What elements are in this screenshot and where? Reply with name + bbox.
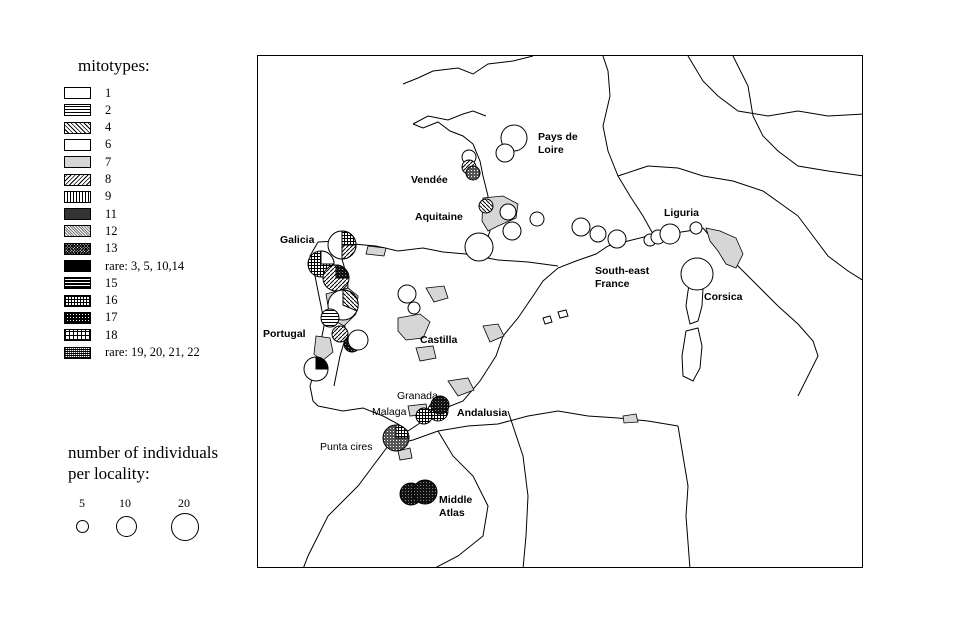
pie-slice-galicia-1b — [342, 245, 356, 259]
legend-swatch — [64, 260, 91, 272]
legend-label: 17 — [105, 310, 118, 325]
locality-aquitaine-4 — [503, 222, 521, 240]
legend-title: mitotypes: — [78, 56, 150, 75]
legend-item — [64, 311, 118, 325]
size-label-20: 20 — [178, 496, 190, 510]
legend-label: 16 — [105, 293, 118, 308]
legend-swatch — [64, 329, 91, 341]
count-legend-title — [68, 442, 218, 484]
legend-item — [64, 173, 111, 187]
legend-item — [64, 138, 111, 152]
pie-slice-galicia-1a — [342, 231, 356, 245]
legend-swatch — [64, 225, 91, 237]
label-galicia: Galicia — [280, 234, 315, 246]
legend-label: 2 — [105, 102, 112, 117]
count-legend-title-line1: number of individuals — [68, 443, 219, 462]
legend-swatch — [64, 295, 91, 307]
pie-slice-punta-cires-a — [396, 425, 409, 438]
legend-label: 12 — [105, 223, 118, 238]
legend-swatch — [64, 312, 91, 324]
legend-item — [64, 155, 111, 169]
locality-se-france-1 — [572, 218, 590, 236]
legend-label: 11 — [105, 206, 118, 221]
legend-item — [64, 259, 184, 273]
label-corsica: Corsica — [704, 291, 743, 303]
locality-aquitaine-2 — [500, 204, 516, 220]
label-middle-atlas: Middle Atlas — [439, 494, 473, 519]
legend-label: 4 — [105, 120, 112, 135]
pie-slice-galicia-3a — [336, 265, 349, 278]
label-andalusia: Andalusia — [457, 407, 508, 419]
label-liguria: Liguria — [664, 207, 700, 219]
legend-item — [64, 86, 111, 100]
legend-label: 7 — [105, 154, 112, 169]
locality-portugal-5 — [348, 330, 368, 350]
locality-aquitaine-1 — [479, 199, 493, 213]
label-granada: Granada — [397, 390, 438, 402]
locality-aquitaine-5 — [465, 233, 493, 261]
locality-middle-atlas-2 — [413, 480, 437, 504]
legend-swatch — [64, 191, 91, 203]
locality-liguria-3 — [660, 224, 680, 244]
legend-item — [64, 224, 118, 238]
legend-label: 1 — [105, 85, 112, 100]
label-castilla: Castilla — [420, 334, 458, 346]
label-portugal: Portugal — [263, 328, 306, 340]
legend-item — [64, 294, 118, 308]
legend-item — [64, 121, 111, 135]
locality-se-france-2 — [590, 226, 606, 242]
legend-swatch — [64, 104, 91, 116]
legend-label: 15 — [105, 275, 118, 290]
label-malaga: Malaga — [372, 406, 407, 418]
pie-slice-portugal-6a — [316, 357, 328, 369]
label-punta-cires: Punta cires — [320, 441, 373, 453]
label-aquitaine: Aquitaine — [415, 211, 463, 223]
legend-label: 6 — [105, 137, 112, 152]
legend-item — [64, 242, 118, 256]
legend-swatch — [64, 122, 91, 134]
legend-label: rare: 19, 20, 21, 22 — [105, 345, 200, 359]
locality-aquitaine-3 — [530, 212, 544, 226]
locality-vendee-3 — [466, 166, 480, 180]
legend-item — [64, 103, 111, 117]
size-circle-5 — [76, 520, 89, 533]
legend-item — [64, 190, 111, 204]
legend-swatch — [64, 277, 91, 289]
legend-swatch — [64, 243, 91, 255]
locality-se-france-3 — [608, 230, 626, 248]
count-legend-title-line2: per locality: — [68, 464, 150, 483]
legend-swatch — [64, 87, 91, 99]
legend-swatch — [64, 208, 91, 220]
legend-swatch — [64, 139, 91, 151]
legend-swatch — [64, 174, 91, 186]
legend-item — [64, 328, 118, 342]
locality-malaga — [416, 408, 432, 424]
size-label-5: 5 — [79, 496, 85, 510]
size-circle-10 — [116, 516, 137, 537]
locality-liguria-4 — [690, 222, 702, 234]
legend-item — [64, 346, 200, 360]
locality-castilla-2 — [408, 302, 420, 314]
legend-label: 18 — [105, 327, 118, 342]
label-south-east-france: South-east France — [595, 265, 650, 290]
size-label-10: 10 — [119, 496, 131, 510]
coastlines — [303, 56, 863, 568]
legend-label: rare: 3, 5, 10,14 — [105, 258, 185, 273]
legend-item — [64, 207, 117, 221]
legend-label: 8 — [105, 172, 112, 186]
locality-corsica — [681, 258, 713, 290]
legend-label: 13 — [105, 241, 118, 256]
locality-castilla-1 — [398, 285, 416, 303]
legend-label: 9 — [105, 189, 112, 204]
locality-pays-de-loire-2 — [496, 144, 514, 162]
legend-item — [64, 276, 118, 290]
label-pays-de-loire: Pays de Loire — [538, 131, 578, 156]
size-circle-20 — [171, 513, 199, 541]
map-frame — [257, 55, 863, 568]
legend-swatch — [64, 347, 91, 359]
label-vendee: Vendée — [411, 174, 448, 186]
legend-swatch — [64, 156, 91, 168]
locality-portugal-2 — [321, 309, 339, 327]
